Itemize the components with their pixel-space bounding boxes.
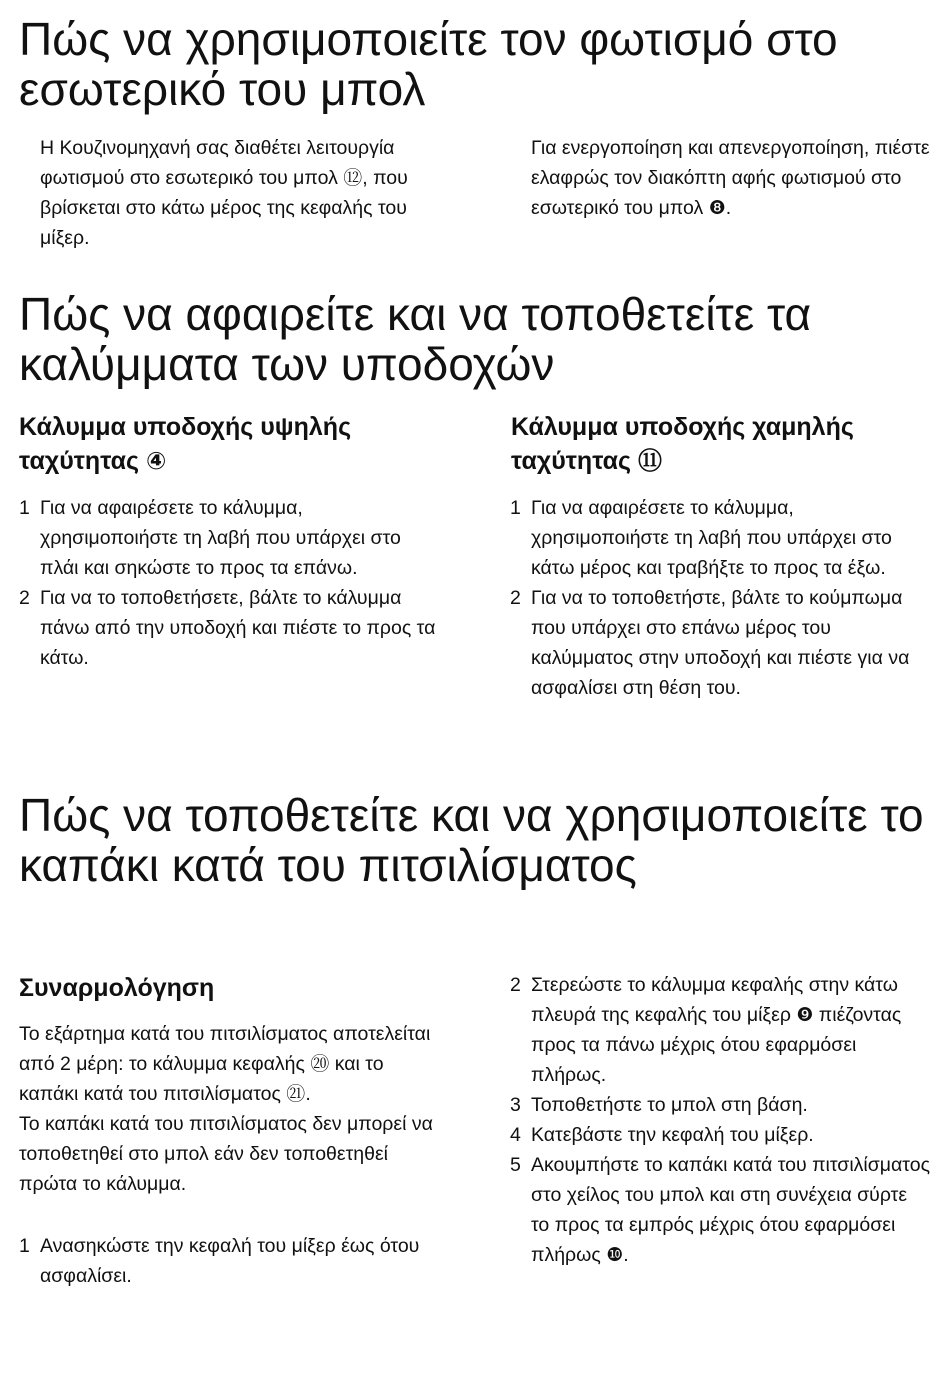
heading-low-speed-cover: Κάλυμμα υποδοχής χαμηλής ταχύτητας ⑪ [511, 413, 854, 475]
intro-note: Το καπάκι κατά του πιτσιλίσματος δεν μπορεί να τοποθετηθεί στο μπολ εάν δεν τοποθετηθεί πρώτα το κάλυμμα. [19, 1113, 433, 1195]
list-item: 2 Στερεώστε το κάλυμμα κεφαλής στην κάτω πλευρά της κεφαλής του μίξερ ❾ πιέζοντας προς τα πάνω μέχρις ότου εφαρμόσει πλήρως. [510, 974, 902, 1086]
bowl-light-instructions: Για ενεργοποίηση και απενεργοποίηση, πιέστε ελαφρώς τον διακόπτη αφής φωτισμού στο εσωτερικό του μπολ ❽. [531, 137, 930, 219]
callout-21: ㉑ [286, 1083, 306, 1105]
low-speed-cover-steps [510, 493, 930, 703]
list-item: 2 Για να το τοποθετήστε, βάλτε το κούμπωμα που υπάρχει στο επάνω μέρος του καλύμματος στην υποδοχή και πιέστε για να ασφαλίσει στη θέση του. [510, 587, 910, 699]
assembly-steps-right [510, 970, 930, 1270]
callout-10: ❿ [606, 1244, 624, 1266]
section-title-outlet-covers: Πώς να αφαιρείτε και να τοποθετείτε τα καλύμματα των υποδοχών [19, 288, 812, 390]
list-item: 5 Ακουμπήστε το καπάκι κατά του πιτσιλίσματος στο χείλος του μπολ και στη συνέχεια σύρτε το προς τα εμπρός μέχρις ότου εφαρμόσει πλήρως ❿. [510, 1154, 930, 1266]
callout-11: ⑪ [638, 447, 662, 475]
list-item: 3 Τοποθετήστε το μπολ στη βάση. [510, 1094, 808, 1116]
callout-8: ❽ [708, 197, 726, 219]
bowl-light-description: Η Κουζινομηχανή σας διαθέτει λειτουργία φωτισμού στο εσωτερικό του μπολ ⑫, που βρίσκεται στο κάτω μέρος της κεφαλής του μίξερ. [40, 137, 408, 249]
list-item: 4 Κατεβάστε την κεφαλή του μίξερ. [510, 1124, 814, 1146]
section-title-bowl-light: Πώς να χρησιμοποιείτε τον φωτισμό στο εσωτερικό του μπολ [19, 13, 838, 115]
heading-high-speed-cover: Κάλυμμα υποδοχής υψηλής ταχύτητας ④ [19, 413, 352, 475]
callout-12: ⑫ [343, 167, 363, 189]
list-item: 1 Ανασηκώστε την κεφαλή του μίξερ έως ότου ασφαλίσει. [19, 1235, 420, 1287]
list-item: 1 Για να αφαιρέσετε το κάλυμμα, χρησιμοποιήστε τη λαβή που υπάρχει στο πλάι και σηκώστε το προς τα επάνω. [19, 497, 401, 579]
callout-9: ❾ [796, 1004, 814, 1026]
list-item: 2 Για να το τοποθετήσετε, βάλτε το κάλυμμα πάνω από την υποδοχή και πιέστε το προς τα κάτω. [19, 587, 436, 669]
high-speed-cover-steps [19, 493, 439, 673]
section-title-splash-guard: Πώς να τοποθετείτε και να χρησιμοποιείτε το καπάκι κατά του πιτσιλίσματος [19, 789, 924, 891]
list-item: 1 Για να αφαιρέσετε το κάλυμμα, χρησιμοποιήστε τη λαβή που υπάρχει στο κάτω μέρος και τραβήξτε το προς τα έξω. [510, 497, 892, 579]
callout-20: ⑳ [310, 1053, 330, 1075]
callout-4: ④ [146, 447, 167, 475]
assembly-steps-left [19, 1231, 439, 1291]
heading-assembly: Συναρμολόγηση [19, 974, 215, 1002]
intro-parts: Το εξάρτημα κατά του πιτσιλίσματος αποτελείται από 2 μέρη: το κάλυμμα κεφαλής ⑳ και το καπάκι κατά του πιτσιλίσματος ㉑. [19, 1023, 431, 1105]
assembly-intro [19, 1019, 444, 1199]
